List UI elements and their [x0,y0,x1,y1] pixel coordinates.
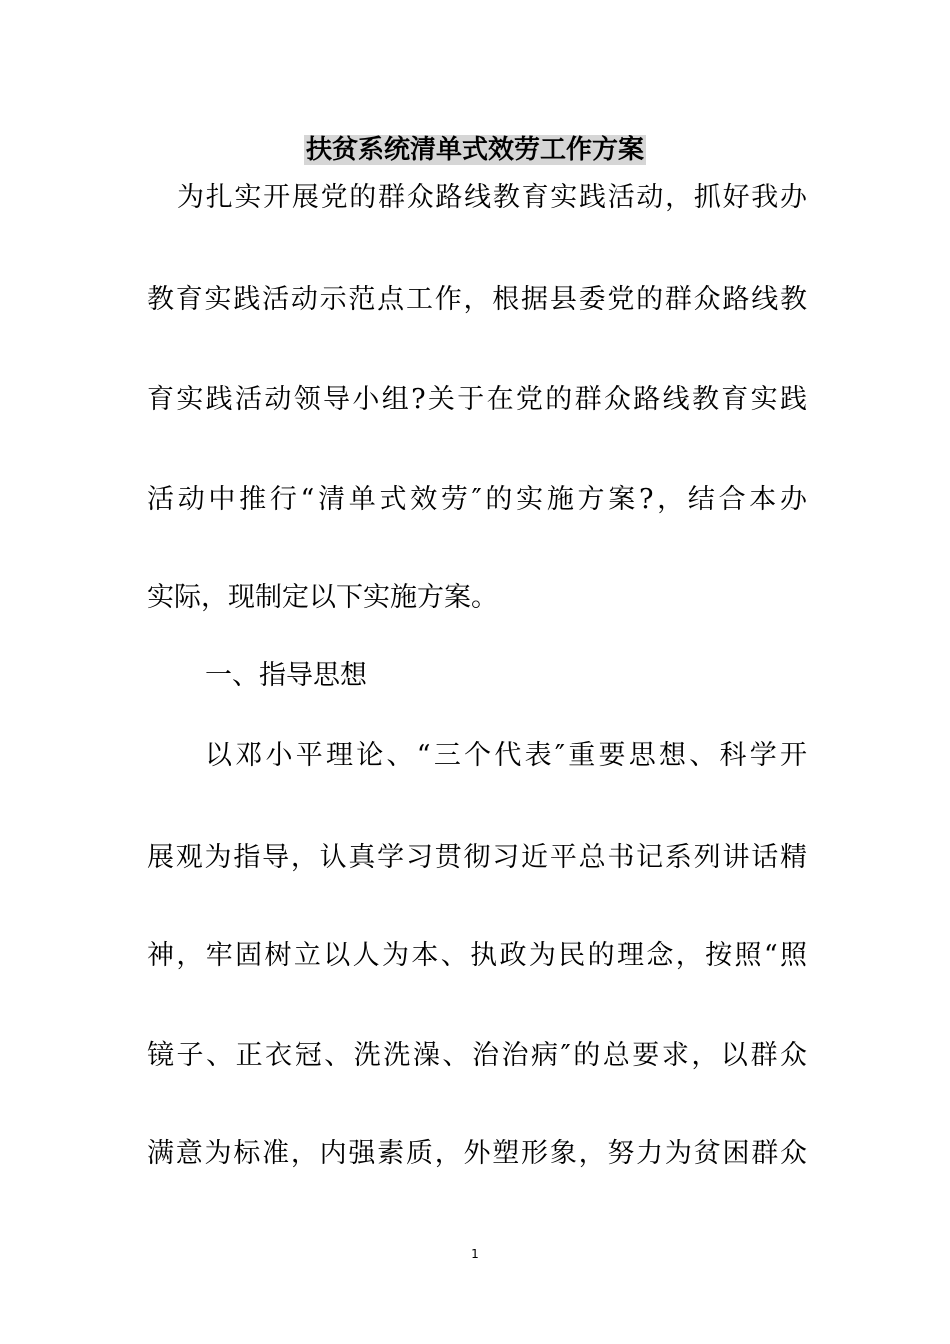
paragraph-line-1: 为扎实开展党的群众路线教育实践活动，抓好我办 [177,182,807,213]
page-number: 1 [471,1247,479,1261]
paragraph-line-3: 育实践活动领导小组?关于在党的群众路线教育实践 [147,384,807,415]
paragraph-line-9: 镜子、正衣冠、洗洗澡、治治病″的总要求，以群众 [147,1040,807,1071]
paragraph-line-2: 教育实践活动示范点工作，根据县委党的群众路线教 [147,284,807,315]
paragraph-line-7: 展观为指导，认真学习贯彻习近平总书记系列讲话精 [147,842,807,873]
section-heading-guiding-thought: 一、指导思想 [205,660,367,691]
document-title-text: 扶贫系统清单式效劳工作方案 [305,135,644,165]
paragraph-line-6: 以邓小平理论、“三个代表″重要思想、科学开 [205,740,807,771]
document-title [0,130,950,170]
paragraph-line-5: 实际，现制定以下实施方案。 [147,582,498,613]
paragraph-line-10: 满意为标准，内强素质，外塑形象，努力为贫困群众 [147,1138,807,1169]
paragraph-line-8: 神，牢固树立以人为本、执政为民的理念，按照“照 [147,940,807,971]
paragraph-line-4: 活动中推行“清单式效劳″的实施方案?，结合本办 [147,484,807,515]
